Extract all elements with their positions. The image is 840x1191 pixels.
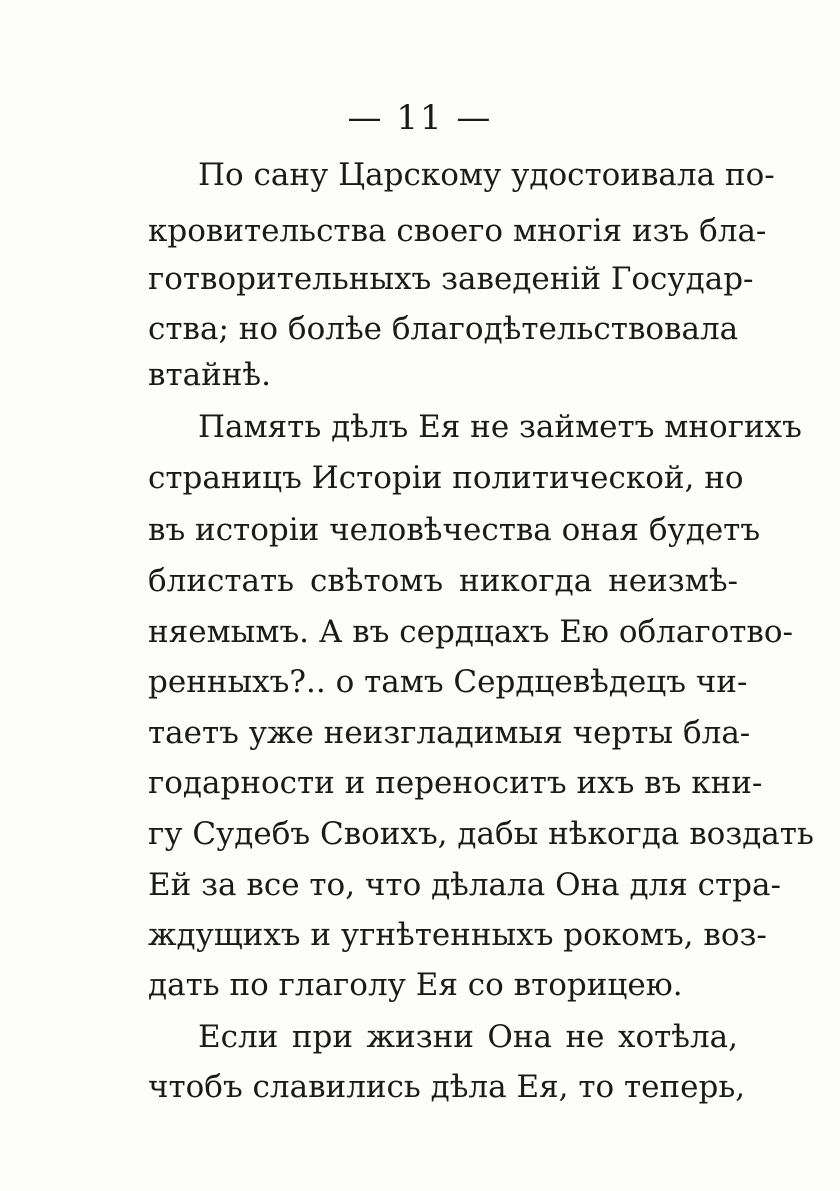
text-line-11: ренныхъ?.. о тамъ Сердцевѣдецъ чи- [148, 664, 748, 700]
text-line-19: чтобъ славились дѣла Ея, то теперь, [148, 1069, 746, 1105]
text-line-8: въ исторіи человѣчества оная будетъ [148, 512, 761, 548]
text-line-14: гу Судебъ Своихъ, дабы нѣкогда воздать [148, 816, 814, 852]
text-line-7: страницъ Исторіи политической, но [148, 460, 744, 496]
text-line-9: блистать свѣтомъ никогда неизмѣ- [148, 563, 738, 599]
text-line-3: готворительныхъ заведеній Государ- [148, 261, 754, 297]
text-line-12: таетъ уже неизгладимыя черты бла- [148, 715, 751, 751]
text-line-13: годарности и переноситъ ихъ въ кни- [148, 765, 763, 801]
text-line-17: дать по глаголу Ея со вторицею. [148, 967, 683, 1003]
text-line-16: ждущихъ и угнѣтенныхъ рокомъ, воз- [148, 917, 767, 953]
text-line-10: няемымъ. А въ сердцахъ Ею облаготво- [148, 614, 793, 650]
text-line-4: ства; но болѣе благодѣтельствовала [148, 311, 739, 347]
text-line-5: втайнѣ. [148, 357, 271, 393]
text-line-18: Если при жизни Она не хотѣла, [198, 1019, 738, 1055]
text-line-1: По сану Царскому удостоивала по- [198, 157, 775, 193]
text-line-15: Ей за все то, что дѣлала Она для стра- [148, 867, 781, 903]
text-line-2: кровительства своего многія изъ бла- [148, 213, 767, 249]
page-number: — 11 — [347, 98, 493, 138]
text-line-6: Память дѣлъ Ея не займетъ многихъ [198, 409, 802, 445]
